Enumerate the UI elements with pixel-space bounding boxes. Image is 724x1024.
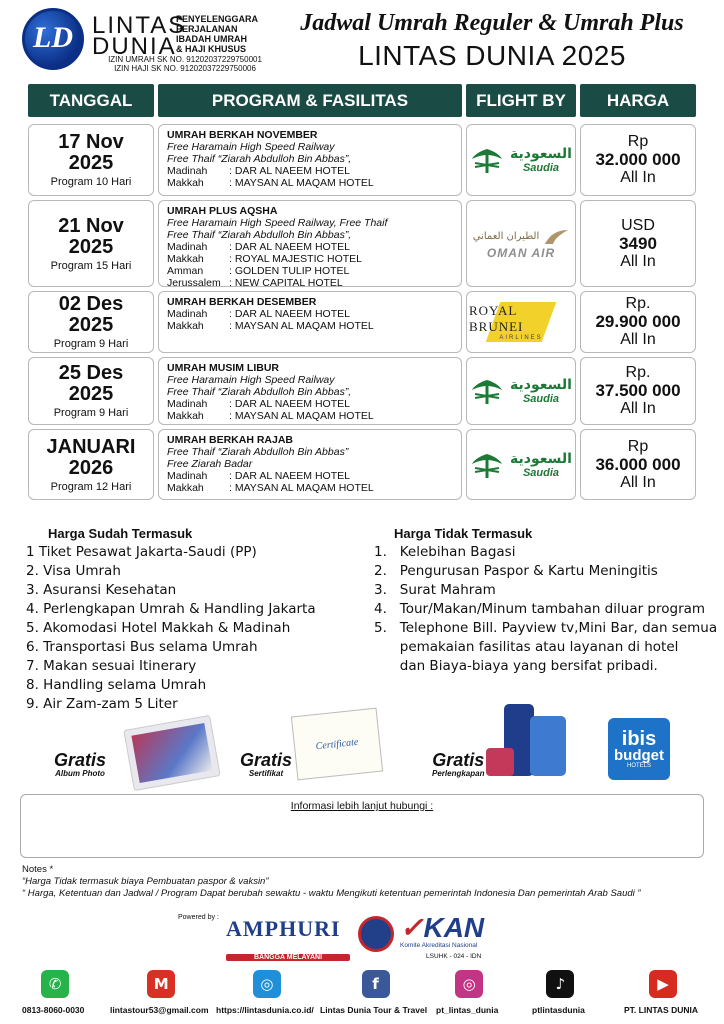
license-numbers — [90, 55, 280, 73]
included-item: 9. Air Zam-zam 5 Liter — [26, 696, 178, 712]
brunei-sub: AIRLINES — [499, 335, 543, 341]
oman-latin: OMAN AIR — [486, 245, 556, 260]
hotel-name: : NEW CAPITAL HOTEL — [229, 277, 343, 289]
program-feature: Free Thaif “Ziarah Abdulloh Bin Abbas”, — [167, 386, 352, 398]
excluded-item: 4. Tour/Makan/Minum tambahan diluar program — [374, 601, 706, 617]
hotel-city: Madinah — [167, 241, 208, 253]
program-cell — [158, 200, 462, 287]
budget-text: budget — [614, 746, 664, 764]
gratis-perlengkapan-sub: Perlengkapan — [432, 769, 485, 778]
price-note: All In — [620, 331, 656, 348]
hotel-line — [167, 177, 461, 189]
youtube-icon[interactable]: ▶ — [649, 970, 677, 998]
excluded-item: 5. Telephone Bill. Payview tv,Mini Bar, dan semua — [374, 620, 718, 636]
price-currency: USD — [621, 216, 655, 234]
hotel-line — [167, 253, 461, 265]
hotel-city: Amman — [167, 265, 204, 277]
price-amount: 36.000 000 — [595, 454, 681, 474]
price-amount: 29.900 000 — [595, 312, 681, 331]
hotel-city: Jerussalem — [167, 277, 221, 289]
price-amount: 37.500 000 — [595, 381, 681, 400]
gratis-label: Gratis — [432, 750, 485, 770]
certificate-text: Certificate — [315, 736, 359, 752]
flight-cell — [466, 429, 576, 500]
excluded-title: Harga Tidak Termasuk — [394, 526, 533, 541]
instagram-icon[interactable]: ◎ — [455, 970, 483, 998]
included-item: 7. Makan sesuai Itinerary — [26, 658, 197, 674]
departure-date: 17 Nov 2025 — [58, 131, 124, 174]
departure-date: 02 Des 2025 — [58, 293, 124, 336]
price-note: All In — [620, 252, 656, 270]
izin-haji: IZIN HAJI SK NO. 91202037229750006 — [114, 64, 256, 73]
program-feature: Free Thaif “Ziarah Abdulloh Bin Abbas”, — [167, 153, 352, 165]
contact-info-text: Informasi lebih lanjut hubungi : — [290, 800, 434, 812]
program-duration: Program 9 Hari — [53, 407, 129, 419]
saudia-arabic: السعودية — [510, 377, 572, 393]
saudia-logo — [470, 376, 572, 406]
hotel-city: Makkah — [167, 320, 204, 332]
amphuri-logo — [226, 916, 350, 960]
gratis-label: Gratis — [240, 750, 293, 770]
pouch-image — [486, 748, 514, 776]
kan-code: LSUHK - 024 - IDN — [426, 953, 482, 960]
program-title: UMRAH MUSIM LIBUR — [167, 362, 279, 374]
price-cell — [580, 124, 696, 196]
hotel-line — [167, 308, 461, 320]
flight-cell — [466, 291, 576, 353]
program-title: UMRAH BERKAH NOVEMBER — [167, 129, 318, 141]
included-list — [26, 543, 316, 714]
price-cell — [580, 429, 696, 500]
hotel-line — [167, 265, 461, 277]
excluded-item: 2. Pengurusan Paspor & Kartu Meningitis — [374, 563, 658, 579]
column-header-flight: FLIGHT BY — [466, 84, 576, 117]
included-item: 6. Transportasi Bus selama Umrah — [26, 639, 258, 655]
contact-text[interactable]: lintastour53@gmail.com — [110, 1005, 209, 1015]
hotel-line — [167, 398, 461, 410]
price-cell — [580, 291, 696, 353]
hotel-line — [167, 241, 461, 253]
program-title: UMRAH BERKAH DESEMBER — [167, 296, 317, 308]
price-currency: Rp — [627, 133, 649, 150]
program-title: UMRAH BERKAH RAJAB — [167, 434, 293, 446]
departure-date: JANUARI 2026 — [46, 435, 136, 479]
hotel-city: Madinah — [167, 470, 208, 482]
hotel-name: : MAYSAN AL MAQAM HOTEL — [229, 320, 374, 332]
hotel-city: Madinah — [167, 165, 208, 177]
hotel-line — [167, 470, 461, 482]
amphuri-sub: BANGGA MELAYANI — [226, 954, 350, 961]
kan-name: KAN — [423, 912, 485, 943]
program-feature: Free Thaif “Ziarah Abdulloh Bin Abbas” — [167, 446, 349, 458]
date-cell — [28, 124, 154, 196]
hotel-name: : DAR AL NAEEM HOTEL — [229, 470, 350, 482]
lintas-dunia-logo: LD — [22, 8, 84, 70]
hotel-name: : MAYSAN AL MAQAM HOTEL — [229, 177, 374, 189]
saudia-arabic: السعودية — [510, 450, 572, 467]
hotel-line — [167, 410, 461, 422]
hotel-name: : DAR AL NAEEM HOTEL — [229, 398, 350, 410]
price-note: All In — [620, 473, 656, 491]
contact-text[interactable]: PT. LINTAS DUNIA — [624, 1005, 698, 1015]
price-note: All In — [620, 400, 656, 417]
brand-name-line2: DUNIA — [92, 33, 177, 60]
globe-icon[interactable]: ◎ — [253, 970, 281, 998]
excluded-item: 1. Kelebihan Bagasi — [374, 544, 516, 560]
saudia-logo — [470, 450, 572, 480]
excluded-item: pemakaian fasilitas atau layanan di hotel — [374, 639, 679, 655]
bag-image — [530, 716, 566, 776]
ibis-text: ibis — [621, 727, 657, 750]
price-amount: 3490 — [619, 233, 657, 253]
whatsapp-icon[interactable]: ✆ — [41, 970, 69, 998]
oman-arabic: الطيران العماني — [472, 231, 540, 242]
hotel-city: Makkah — [167, 482, 204, 494]
hotel-name: : DAR AL NAEEM HOTEL — [229, 308, 350, 320]
program-duration: Program 15 Hari — [50, 259, 132, 272]
saudia-latin: Saudia — [522, 393, 560, 405]
program-title: UMRAH PLUS AQSHA — [167, 205, 278, 217]
price-currency: Rp. — [625, 364, 651, 381]
hotel-name: : DAR AL NAEEM HOTEL — [229, 165, 350, 177]
brunei-latin: ROYAL BRUNEI — [469, 303, 524, 334]
hotel-line — [167, 320, 461, 332]
palm-swords-icon — [470, 376, 504, 406]
excluded-list — [374, 543, 717, 676]
contact-text[interactable]: ptlintasdunia — [532, 1005, 585, 1015]
ibis-budget-logo — [608, 718, 670, 780]
price-currency: Rp — [627, 437, 649, 455]
departure-date: 21 Nov 2025 — [58, 214, 124, 258]
hotel-city: Makkah — [167, 177, 204, 189]
excluded-item: dan Biaya-biaya yang bersifat pribadi. — [374, 658, 658, 674]
notes-line-1: “Harga Tidak termasuk biaya Pembuatan paspor & vaksin” — [22, 876, 269, 887]
date-cell — [28, 357, 154, 425]
hotel-name: : MAYSAN AL MAQAM HOTEL — [229, 410, 374, 422]
gratis-sertifikat — [240, 752, 292, 778]
hotel-city: Makkah — [167, 253, 204, 265]
price-currency: Rp. — [625, 295, 651, 312]
hotel-name: : GOLDEN TULIP HOTEL — [229, 265, 350, 277]
included-title: Harga Sudah Termasuk — [48, 526, 193, 541]
program-feature: Free Haramain High Speed Railway, Free Thaif — [167, 217, 388, 229]
notes-line-2: “ Harga, Ketentuan dan Jadwal / Program Dapat berubah sewaktu - waktu Mengikuti ketentuan pemerintah Indonesia Dan pemerintah Arab Saudi ” — [22, 888, 641, 899]
hotel-line — [167, 277, 461, 289]
flight-cell — [466, 357, 576, 425]
photo-album-image — [123, 715, 220, 791]
column-header-program: PROGRAM & FASILITAS — [158, 84, 462, 117]
hotel-name: : ROYAL MAJESTIC HOTEL — [229, 253, 363, 265]
gratis-album-photo-sub: Album Photo — [55, 769, 105, 778]
kan-logo: ✓KAN Komite Akreditasi Nasional LSUHK - 024 - IDN — [400, 912, 485, 960]
facebook-icon[interactable]: f — [362, 970, 390, 998]
amphuri-name: AMPHURI — [226, 916, 341, 941]
certificate-image — [291, 708, 383, 781]
contact-text[interactable]: https://lintasdunia.co.id/ — [216, 1005, 314, 1015]
page-title: Jadwal Umrah Reguler & Umrah Plus — [300, 10, 684, 36]
contact-text[interactable]: 0813-8060-0030 — [22, 1005, 85, 1015]
hotel-line — [167, 482, 461, 494]
included-item: 5. Akomodasi Hotel Makkah & Madinah — [26, 620, 291, 636]
price-cell — [580, 200, 696, 287]
program-feature: Free Ziarah Badar — [167, 458, 253, 470]
page-subtitle: LINTAS DUNIA 2025 — [358, 40, 626, 71]
included-item: 8. Handling selama Umrah — [26, 677, 207, 693]
date-cell — [28, 429, 154, 500]
gratis-perlengkapan — [432, 752, 484, 778]
gratis-album-photo — [54, 752, 106, 778]
saudia-arabic: السعودية — [510, 146, 572, 162]
program-duration: Program 9 Hari — [53, 338, 129, 350]
izin-umrah: IZIN UMRAH SK NO. 91202037229750001 — [108, 55, 262, 64]
oman-air-logo — [473, 228, 569, 260]
brand-name-line1: LINTAS — [92, 12, 187, 39]
royal-brunei-logo — [469, 300, 573, 344]
price-note: All In — [620, 169, 656, 186]
program-feature: Free Thaif “Ziarah Abdulloh Bin Abbas”, — [167, 229, 352, 241]
program-duration: Program 10 Hari — [50, 176, 132, 188]
program-cell — [158, 429, 462, 500]
included-item: 2. Visa Umrah — [26, 563, 121, 579]
program-cell — [158, 124, 462, 196]
powered-by-label: Powered by : — [178, 914, 219, 921]
hotels-text: HOTELS — [626, 762, 651, 769]
flight-cell — [466, 200, 576, 287]
excluded-item: 3. Surat Mahram — [374, 582, 496, 598]
departure-date: 25 Des 2025 — [58, 362, 124, 405]
price-amount: 32.000 000 — [595, 150, 681, 169]
hotel-city: Madinah — [167, 398, 208, 410]
column-header-harga: HARGA — [580, 84, 696, 117]
hotel-city: Madinah — [167, 308, 208, 320]
hotel-line — [167, 165, 461, 177]
program-feature: Free Haramain High Speed Railway — [167, 374, 335, 386]
saudia-logo — [470, 145, 572, 175]
price-cell — [580, 357, 696, 425]
notes-title: Notes * — [22, 864, 54, 875]
contact-text[interactable]: Lintas Dunia Tour & Travel — [320, 1005, 428, 1015]
kan-sub: Komite Akreditasi Nasional — [400, 942, 478, 949]
hotel-name: : DAR AL NAEEM HOTEL — [229, 241, 350, 253]
date-cell — [28, 291, 154, 353]
gmail-icon[interactable]: M — [147, 970, 175, 998]
brand-tagline: PENYELENGGARA PERJALANAN IBADAH UMRAH & HAJI KHUSUS — [176, 14, 259, 54]
gratis-sertifikat-sub: Sertifikat — [248, 769, 284, 778]
tiktok-icon[interactable]: ♪ — [546, 970, 574, 998]
palm-swords-icon — [470, 450, 504, 480]
palm-swords-icon — [470, 145, 504, 175]
certification-seal — [358, 916, 394, 952]
included-item: 4. Perlengkapan Umrah & Handling Jakarta — [26, 601, 316, 617]
contact-text[interactable]: pt_lintas_dunia — [436, 1005, 499, 1015]
column-header-tanggal: TANGGAL — [28, 84, 154, 117]
program-feature: Free Haramain High Speed Railway — [167, 141, 335, 153]
saudia-latin: Saudia — [522, 162, 560, 174]
oman-wing-icon — [543, 228, 569, 246]
program-cell — [158, 357, 462, 425]
gratis-label: Gratis — [54, 750, 107, 770]
included-item: 3. Asuransi Kesehatan — [26, 582, 177, 598]
program-cell — [158, 291, 462, 353]
hotel-city: Makkah — [167, 410, 204, 422]
flight-cell — [466, 124, 576, 196]
program-duration: Program 12 Hari — [50, 480, 132, 493]
hotel-name: : MAYSAN AL MAQAM HOTEL — [229, 482, 374, 494]
included-item: 1 Tiket Pesawat Jakarta-Saudi (PP) — [26, 544, 257, 560]
contact-info-label — [0, 800, 724, 812]
date-cell — [28, 200, 154, 287]
saudia-latin: Saudia — [522, 466, 560, 479]
